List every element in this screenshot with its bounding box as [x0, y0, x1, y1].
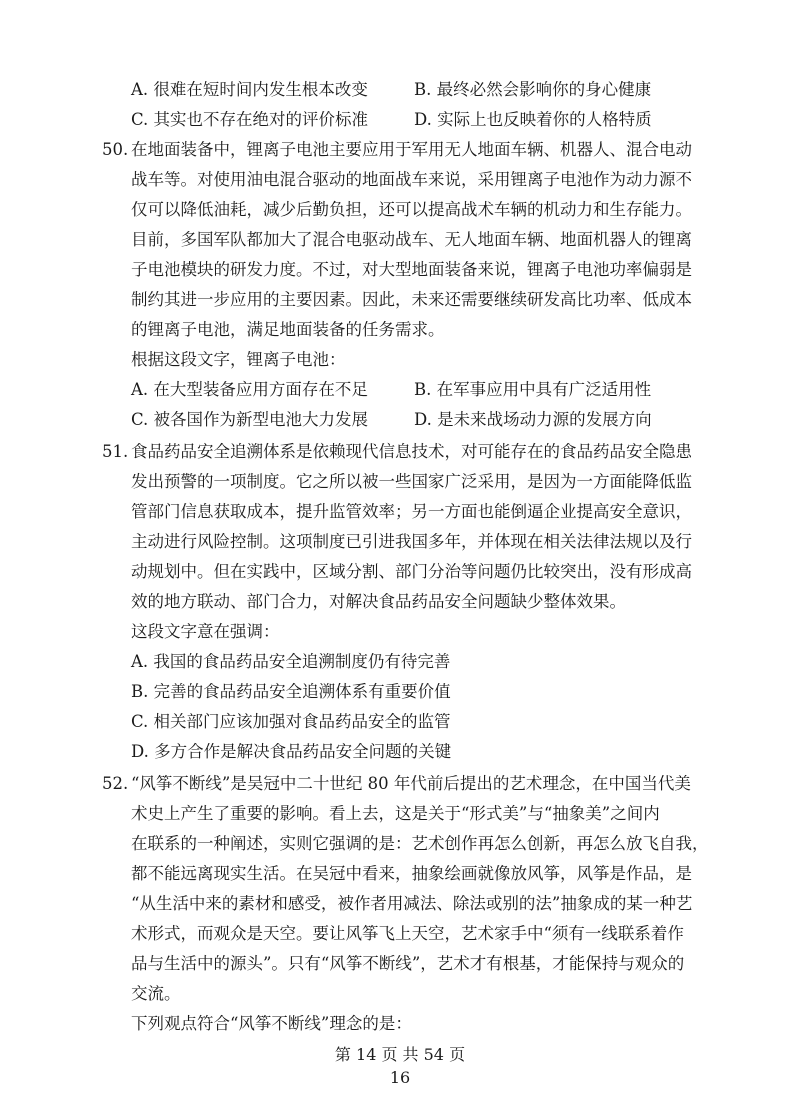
q50-option-a: A. 在大型装备应用方面存在不足 — [131, 380, 368, 399]
q50-prompt: 根据这段文字，锂离子电池： — [131, 350, 346, 369]
q50-line: 仅可以降低油耗，减少后勤负担，还可以提高战术车辆的机动力和生存能力。 — [131, 200, 692, 219]
q52-prompt: 下列观点符合“风筝不断线”理念的是： — [131, 1014, 412, 1033]
q52-line: 都不能远离现实生活。在吴冠中看来，抽象绘画就像放风筝，风筝是作品，是 — [131, 864, 692, 883]
q51-number: 51. — [102, 442, 129, 461]
q51-option-c: C. 相关部门应该加强对食品药品安全的监管 — [131, 712, 451, 731]
q51-prompt: 这段文字意在强调： — [131, 622, 280, 641]
q50-line: 的锂离子电池，满足地面装备的任务需求。 — [131, 320, 445, 339]
q52-line: 品与生活中的源头”。只有“风筝不断线”，艺术才有根基，才能保持与观众的 — [131, 954, 685, 973]
page-info: 第 14 页 共 54 页 — [334, 1045, 466, 1064]
q50-option-d: D. 是未来战场动力源的发展方向 — [414, 410, 652, 429]
q51-option-b: B. 完善的食品药品安全追溯体系有重要价值 — [131, 682, 451, 701]
q51-line: 管部门信息获取成本，提升监管效率；另一方面也能倒逼企业提高安全意识， — [131, 502, 692, 521]
q52-line: “从生活中来的素材和感受，被作者用减法、除法或别的法”抽象成的某一种艺 — [131, 894, 693, 913]
q52-line: 交流。 — [131, 984, 181, 1003]
q50-option-b: B. 在军事应用中具有广泛适用性 — [414, 380, 652, 399]
q52-line: “风筝不断线”是吴冠中二十世纪 80 年代前后提出的艺术理念，在中国当代美 — [131, 774, 691, 793]
q51-option-a: A. 我国的食品药品安全追溯制度仍有待完善 — [131, 652, 451, 671]
q49-option-a: A. 很难在短时间内发生根本改变 — [131, 80, 368, 99]
q51-line: 主动进行风险控制。这项制度已引进我国多年，并体现在相关法律法规以及行 — [131, 532, 692, 551]
q50-line: 在地面装备中，锂离子电池主要应用于军用无人地面车辆、机器人、混合电动 — [131, 140, 692, 159]
q52-line: 在联系的一种阐述，实则它强调的是：艺术创作再怎么创新，再怎么放飞自我， — [131, 834, 709, 853]
page-number: 16 — [389, 1068, 411, 1087]
q50-option-c: C. 被各国作为新型电池大力发展 — [131, 410, 369, 429]
q50-line: 制约其进一步应用的主要因素。因此，未来还需要继续研发高比功率、低成本 — [131, 290, 692, 309]
q51-line: 发出预警的一项制度。它之所以被一些国家广泛采用，是因为一方面能降低监 — [131, 472, 692, 491]
q49-option-d: D. 实际上也反映着你的人格特质 — [414, 110, 652, 129]
q50-line: 子电池模块的研发力度。不过，对大型地面装备来说，锂离子电池功率偏弱是 — [131, 260, 692, 279]
q51-line: 食品药品安全追溯体系是依赖现代信息技术，对可能存在的食品药品安全隐患 — [131, 442, 692, 461]
q50-line: 战车等。对使用油电混合驱动的地面战车来说，采用锂离子电池作为动力源不 — [131, 170, 692, 189]
q51-option-d: D. 多方合作是解决食品药品安全问题的关键 — [131, 742, 452, 761]
q51-line: 动规划中。但在实践中，区域分割、部门分治等问题仍比较突出，没有形成高 — [131, 562, 692, 581]
q49-option-b: B. 最终必然会影响你的身心健康 — [414, 80, 652, 99]
q51-line: 效的地方联动、部门合力，对解决食品药品安全问题缺少整体效果。 — [131, 592, 626, 611]
q50-line: 目前，多国军队都加大了混合电驱动战车、无人地面车辆、地面机器人的锂离 — [131, 230, 692, 249]
q52-number: 52. — [102, 774, 129, 793]
q52-line: 术史上产生了重要的影响。看上去，这是关于“形式美”与“抽象美”之间内 — [131, 804, 660, 823]
q52-line: 术形式，而观众是天空。要让风筝飞上天空，艺术家手中“须有一线联系着作 — [131, 924, 684, 943]
q50-number: 50. — [102, 140, 129, 159]
q49-option-c: C. 其实也不存在绝对的评价标准 — [131, 110, 369, 129]
